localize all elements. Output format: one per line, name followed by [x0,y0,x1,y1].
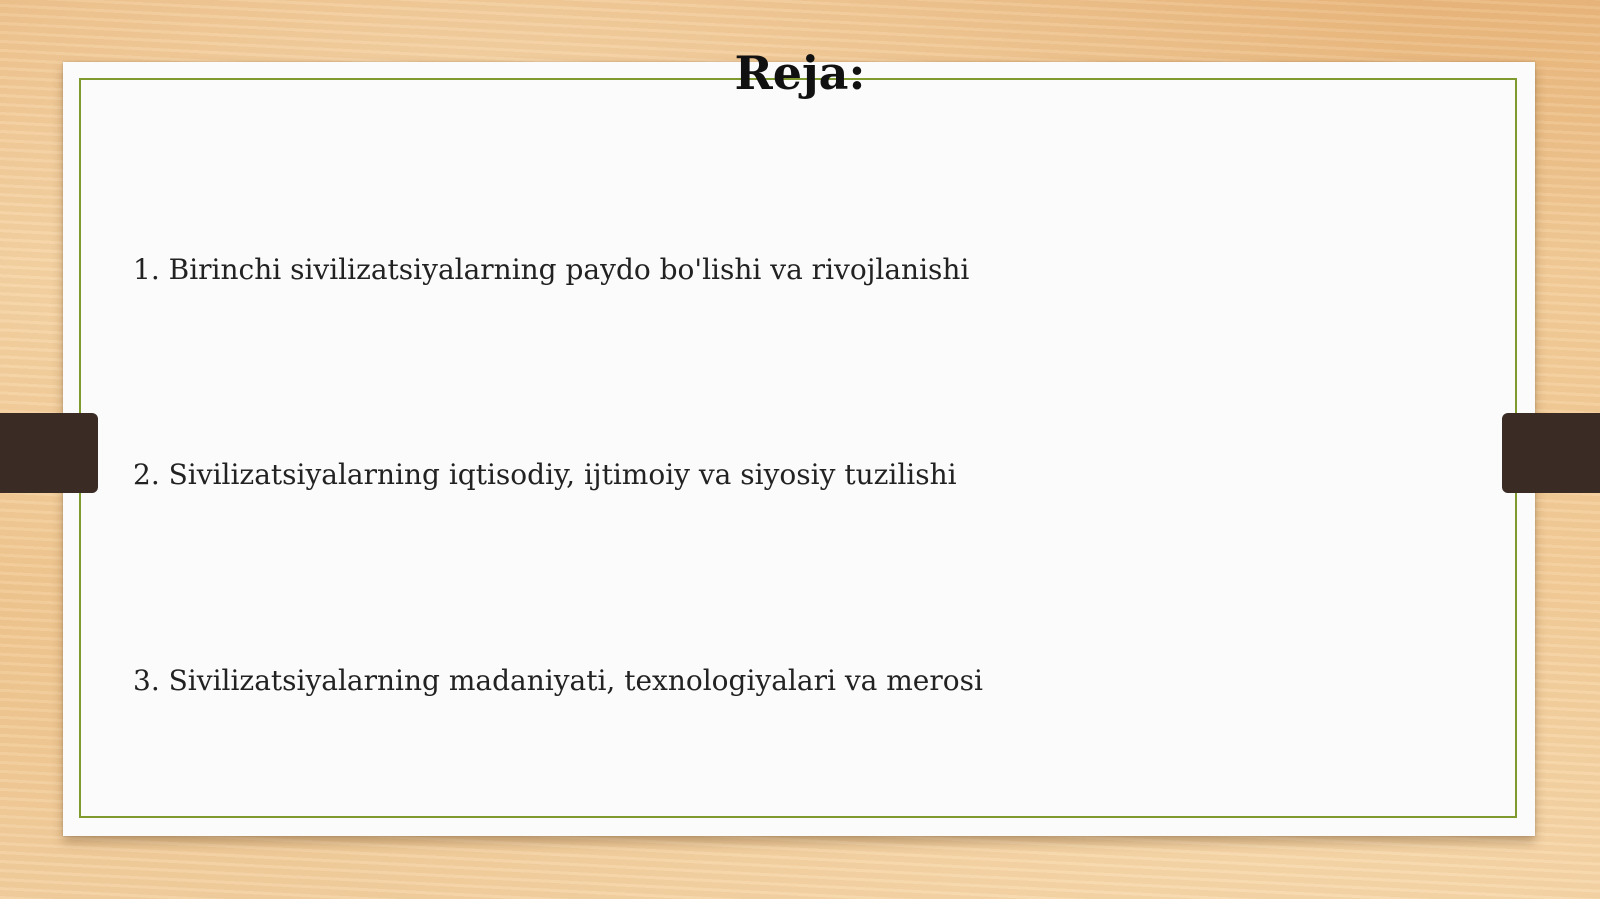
plan-item-2: 2. Sivilizatsiyalarning iqtisodiy, ijtimoiy va siyosiy tuzilishi [133,458,957,491]
slide-title: Reja: [734,46,866,100]
left-clip [0,413,98,493]
plan-item-1: 1. Birinchi sivilizatsiyalarning paydo bo'lishi va rivojlanishi [133,253,970,286]
slide-frame-border [79,78,1517,818]
right-clip [1502,413,1600,493]
plan-item-3: 3. Sivilizatsiyalarning madaniyati, texnologiyalari va merosi [133,664,983,697]
